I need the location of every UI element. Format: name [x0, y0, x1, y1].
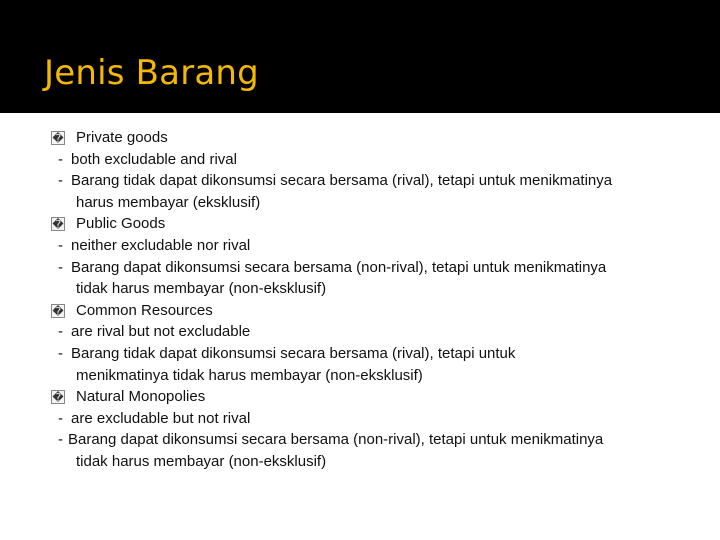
list-dash: -: [58, 409, 63, 427]
missing-glyph-box-icon: �: [52, 133, 64, 145]
slide-title: Jenis Barang: [44, 53, 259, 93]
list-item: neither excludable nor rival: [71, 237, 251, 254]
list-item-continuation: menikmatinya tidak harus membayar (non-eksklusif): [76, 366, 423, 384]
list-dash: -: [58, 237, 63, 254]
list-item-continuation: tidak harus membayar (non-eksklusif): [76, 453, 327, 470]
list-item-continuation: harus membayar (eksklusif): [76, 193, 261, 211]
list-item: Barang dapat dikonsumsi secara bersama (non-rival), tetapi untuk menikmatinya: [68, 431, 604, 449]
list-item-continuation: tidak harus membayar (non-eksklusif): [76, 280, 327, 298]
section-heading-public-goods: Public Goods: [76, 215, 166, 233]
list-dash: -: [58, 172, 63, 190]
list-dash: -: [58, 323, 63, 341]
list-item: Barang dapat dikonsumsi secara bersama (non-rival), tetapi untuk menikmatinya: [71, 258, 607, 276]
list-item: are excludable but not rival: [71, 409, 251, 427]
list-item: both excludable and rival: [71, 150, 237, 168]
list-dash: -: [58, 150, 63, 168]
section-heading-common-resources: Common Resources: [76, 301, 213, 319]
list-dash: -: [58, 345, 63, 362]
missing-glyph-box-icon: �: [52, 305, 64, 318]
missing-glyph-box-icon: �: [52, 219, 64, 232]
section-heading-natural-monopolies: Natural Monopolies: [76, 388, 206, 406]
list-item: Barang tidak dapat dikonsumsi secara bersama (rival), tetapi untuk: [71, 345, 516, 362]
section-heading-private-goods: Private goods: [76, 129, 168, 146]
list-dash: -: [58, 258, 63, 276]
list-item: are rival but not excludable: [71, 323, 251, 341]
list-item: Barang tidak dapat dikonsumsi secara bersama (rival), tetapi untuk menikmatinya: [71, 172, 613, 190]
list-dash: -: [58, 431, 63, 449]
missing-glyph-box-icon: �: [52, 392, 64, 405]
title-bar: [0, 0, 720, 113]
